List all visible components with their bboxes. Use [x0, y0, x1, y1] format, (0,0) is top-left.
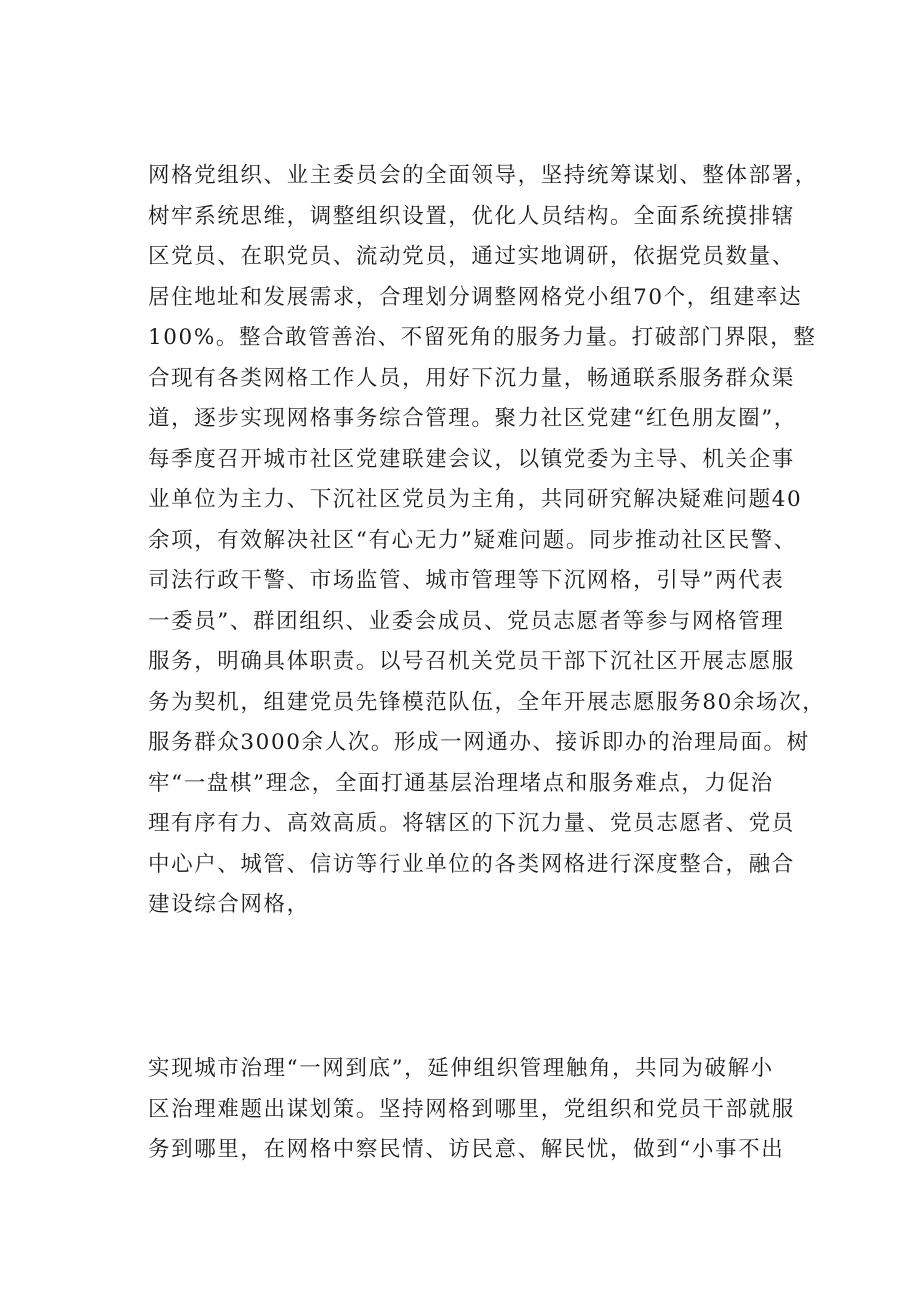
- paragraph-1: [148, 156, 826, 926]
- text-line: 网格党组织、业主委员会的全面领导，坚持统筹谋划、整体部署，: [148, 163, 818, 188]
- text-line: 务为契机，组建党员先锋模范队伍，全年开展志愿服务80余场次，: [148, 689, 826, 715]
- text-line: 服务群众3000余人次。形成一网通办、接诉即办的治理局面。树: [148, 730, 810, 755]
- text-line: 居住地址和发展需求，合理划分调整网格党小组70个，组建率达: [148, 284, 803, 310]
- text-line: 实现城市治理“一网到底”，延伸组织管理触角，共同为破解小: [148, 1056, 774, 1081]
- text-line: 牢“一盘棋”理念，全面打通基层治理堵点和服务难点，力促治: [148, 770, 774, 796]
- text-line: 合现有各类网格工作人员，用好下沉力量，畅通联系服务群众渠: [148, 365, 795, 391]
- paragraph-2: [148, 1049, 808, 1171]
- text-line: 道，逐步实现网格事务综合管理。聚力社区党建“红色朋友圈”，: [148, 406, 797, 431]
- text-line: 每季度召开城市社区党建联建会议，以镇党委为主导、机关企事: [148, 446, 795, 472]
- text-line: 司法行政干警、市场监管、城市管理等下沉网格，引导”两代表: [148, 568, 785, 593]
- text-line: 业单位为主力、下沉社区党员为主角，共同研究解决疑难问题40: [148, 487, 803, 512]
- text-line: 理有序有力、高效高质。将辖区的下沉力量、党员志愿者、党员: [148, 811, 795, 836]
- text-line: 余项，有效解决社区“有心无力”疑难问题。同步推动社区民警、: [148, 527, 797, 553]
- text-line: 务到哪里，在网格中察民情、访民意、解民忧，做到“小事不出: [148, 1137, 785, 1162]
- text-line: 树牢系统思维，调整组织设置，优化人员结构。全面系统摸排辖: [148, 203, 795, 229]
- text-line: 一委员”、群团组织、业委会成员、党员志愿者等参与网格管理: [148, 608, 785, 634]
- text-line: 区治理难题出谋划策。坚持网格到哪里，党组织和党员干部就服: [148, 1096, 795, 1122]
- text-line: 中心户、城管、信访等行业单位的各类网格进行深度整合，融合: [148, 851, 795, 877]
- text-line: 区党员、在职党员、流动党员，通过实地调研，依据党员数量、: [148, 244, 795, 269]
- text-line: 服务，明确具体职责。以号召机关党员干部下沉社区开展志愿服: [148, 649, 795, 674]
- text-line: 建设综合网格，: [148, 892, 310, 917]
- text-line: 100%。整合敢管善治、不留死角的服务力量。打破部门界限，整: [148, 325, 817, 350]
